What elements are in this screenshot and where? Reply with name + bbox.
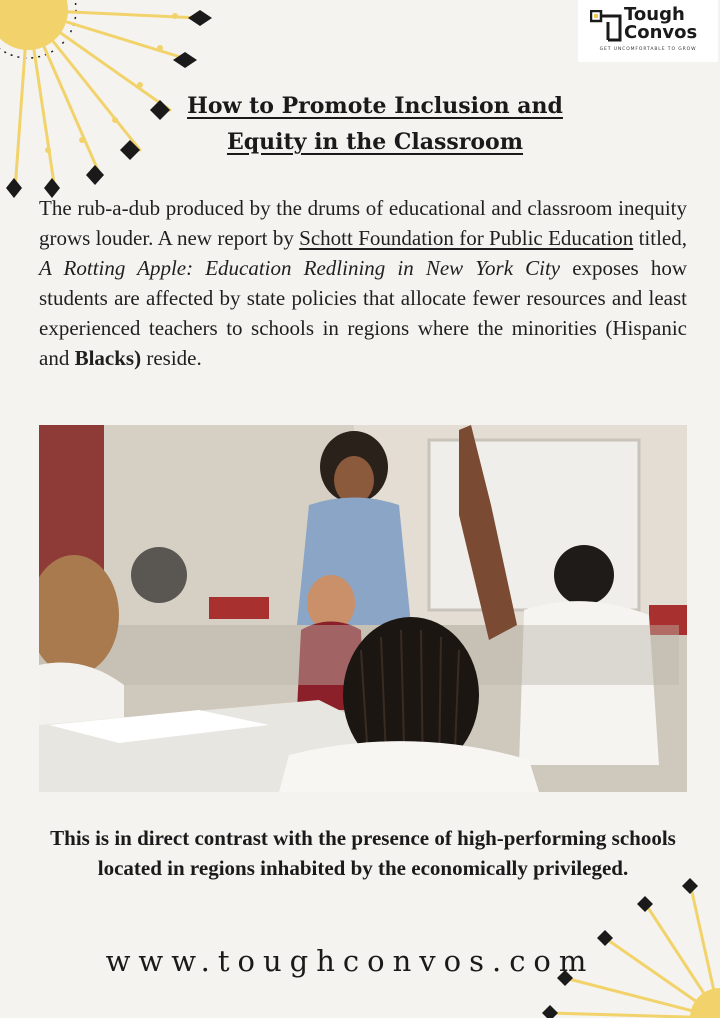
intro-text: The rub-a-dub produced by the drums of educational and classroom inequity grows louder. A new report by bbox=[39, 196, 687, 250]
classroom-photo bbox=[39, 425, 687, 792]
classroom-illustration bbox=[39, 425, 687, 792]
callout-text: This is in direct contrast with the presence of high-performing schools located in regions inhabited by the economically privileged. bbox=[50, 826, 676, 880]
intro-paragraph bbox=[39, 193, 687, 373]
title-line-1: How to Promote Inclusion and bbox=[187, 93, 563, 119]
page-title bbox=[150, 88, 600, 160]
schott-foundation-link[interactable]: Schott Foundation for Public Education bbox=[299, 226, 634, 250]
logo-name bbox=[624, 6, 697, 42]
title-line-2: Equity in the Classroom bbox=[226, 129, 524, 155]
end-text: reside. bbox=[141, 346, 202, 370]
website-url[interactable]: www.toughconvos.com bbox=[105, 944, 595, 978]
tough-convos-logo[interactable] bbox=[578, 0, 718, 62]
report-title: A Rotting Apple: Education Redlining in New York City bbox=[39, 256, 561, 280]
logo-tagline: GET UNCOMFORTABLE TO GROW bbox=[599, 47, 697, 52]
bold-text: Blacks) bbox=[74, 346, 142, 370]
logo-name-line1: Tough bbox=[624, 4, 685, 25]
titled-text: titled, bbox=[633, 226, 687, 250]
logo-mark-icon bbox=[590, 10, 622, 42]
logo-name-line2: Convos bbox=[624, 22, 698, 43]
middle-text: exposes how students are affected by state policies that allocate fewer resources and least experienced teachers to schools in regions where the minorities (Hispanic and bbox=[39, 256, 687, 370]
